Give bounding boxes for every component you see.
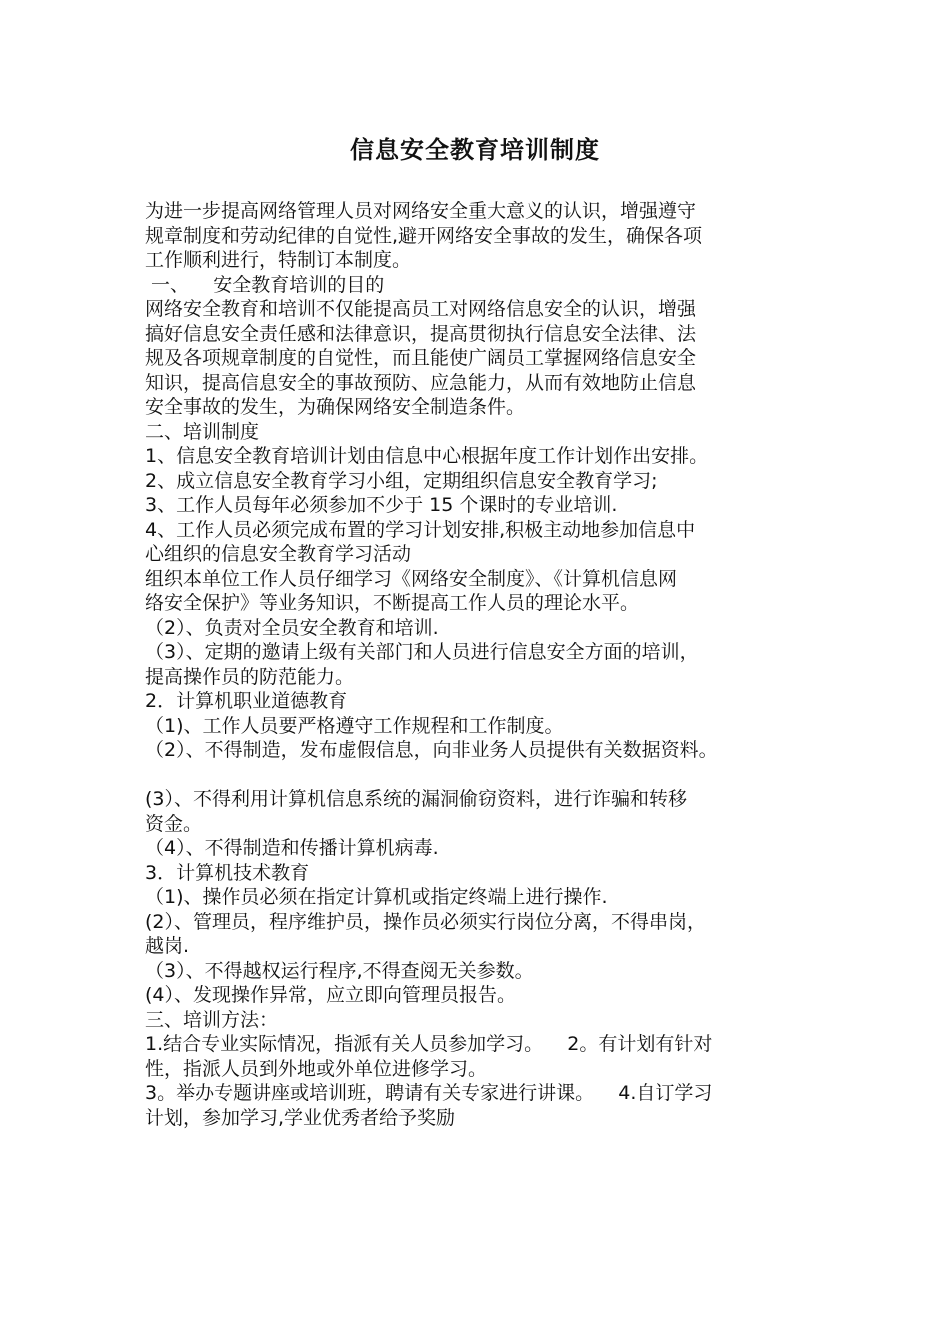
body-line: 搞好信息安全责任感和法律意识，提高贯彻执行信息安全法律、法	[145, 322, 697, 345]
list-item: (4）、发现操作异常，应立即向管理员报告。	[145, 984, 517, 1006]
list-item: 1.结合专业实际情况，指派有关人员参加学习。 2。有计划有针对	[145, 1033, 713, 1055]
body-line: 网络安全教育和培训不仅能提高员工对网络信息安全的认识，增强	[145, 298, 697, 320]
body-line: 规章制度和劳动纪律的自觉性,避开网络安全事故的发生，确保各项	[145, 224, 703, 247]
document-body	[145, 199, 820, 1130]
body-line: 计划，参加学习,学业优秀者给予奖励	[145, 1106, 456, 1129]
list-item: （2）、不得制造，发布虚假信息，向非业务人员提供有关数据资料。	[145, 739, 718, 761]
section-heading: 一、 安全教育培训的目的	[145, 273, 385, 296]
subsection-heading: 2．计算机职业道德教育	[145, 690, 348, 712]
list-item: （4）、不得制造和传播计算机病毒.	[145, 837, 439, 859]
document-title: 信息安全教育培训制度	[350, 136, 600, 164]
list-item: （1)、工作人员要严格遵守工作规程和工作制度。	[145, 714, 564, 737]
subsection-heading: 3．计算机技术教育	[145, 861, 310, 884]
body-line: 安全事故的发生，为确保网络安全制造条件。	[145, 396, 526, 418]
list-item: 3、工作人员每年必须参加不少于 15 个课时的专业培训.	[145, 494, 618, 516]
list-item: (3）、不得利用计算机信息系统的漏洞偷窃资料，进行诈骗和转移	[145, 788, 688, 810]
list-item: 4、工作人员必须完成布置的学习计划安排,积极主动地参加信息中	[145, 518, 696, 541]
body-line: 组织本单位工作人员仔细学习《网络安全制度》、《计算机信息网	[145, 567, 678, 590]
body-line: 络安全保护》等业务知识，不断提高工作人员的理论水平。	[145, 592, 640, 614]
list-item: （1)、操作员必须在指定计算机或指定终端上进行操作.	[145, 886, 608, 908]
section-heading: 二、培训制度	[145, 420, 260, 443]
list-item: (2）、管理员，程序维护员，操作员必须实行岗位分离，不得串岗，	[145, 910, 707, 933]
body-line: 心组织的信息安全教育学习活动	[145, 543, 412, 565]
body-line: 性，指派人员到外地或外单位进修学习。	[145, 1057, 488, 1080]
list-item: （3）、定期的邀请上级有关部门和人员进行信息安全方面的培训，	[145, 641, 699, 663]
list-item: 2、成立信息安全教育学习小组，定期组织信息安全教育学习;	[145, 469, 658, 492]
section-heading: 三、培训方法：	[145, 1008, 279, 1031]
list-item: （2）、负责对全员安全教育和培训.	[145, 616, 439, 639]
body-line: 规及各项规章制度的自觉性，而且能使广阔员工掌握网络信息安全	[145, 347, 697, 369]
blank-line	[145, 763, 820, 788]
body-line: 提高操作员的防范能力。	[145, 665, 355, 688]
body-line: 为进一步提高网络管理人员对网络安全重大意义的认识，增强遵守	[145, 200, 697, 222]
body-line: 工作顺利进行，特制订本制度。	[145, 249, 412, 271]
list-item: （3）、不得越权运行程序,不得查阅无关参数。	[145, 959, 534, 982]
list-item: 3。举办专题讲座或培训班，聘请有关专家进行讲课。 4.自订学习	[145, 1082, 713, 1104]
body-line: 越岗.	[145, 935, 190, 957]
body-line: 资金。	[145, 812, 203, 835]
body-line: 知识，提高信息安全的事故预防、应急能力，从而有效地防止信息	[145, 371, 697, 394]
list-item: 1、信息安全教育培训计划由信息中心根据年度工作计划作出安排。	[145, 445, 709, 467]
